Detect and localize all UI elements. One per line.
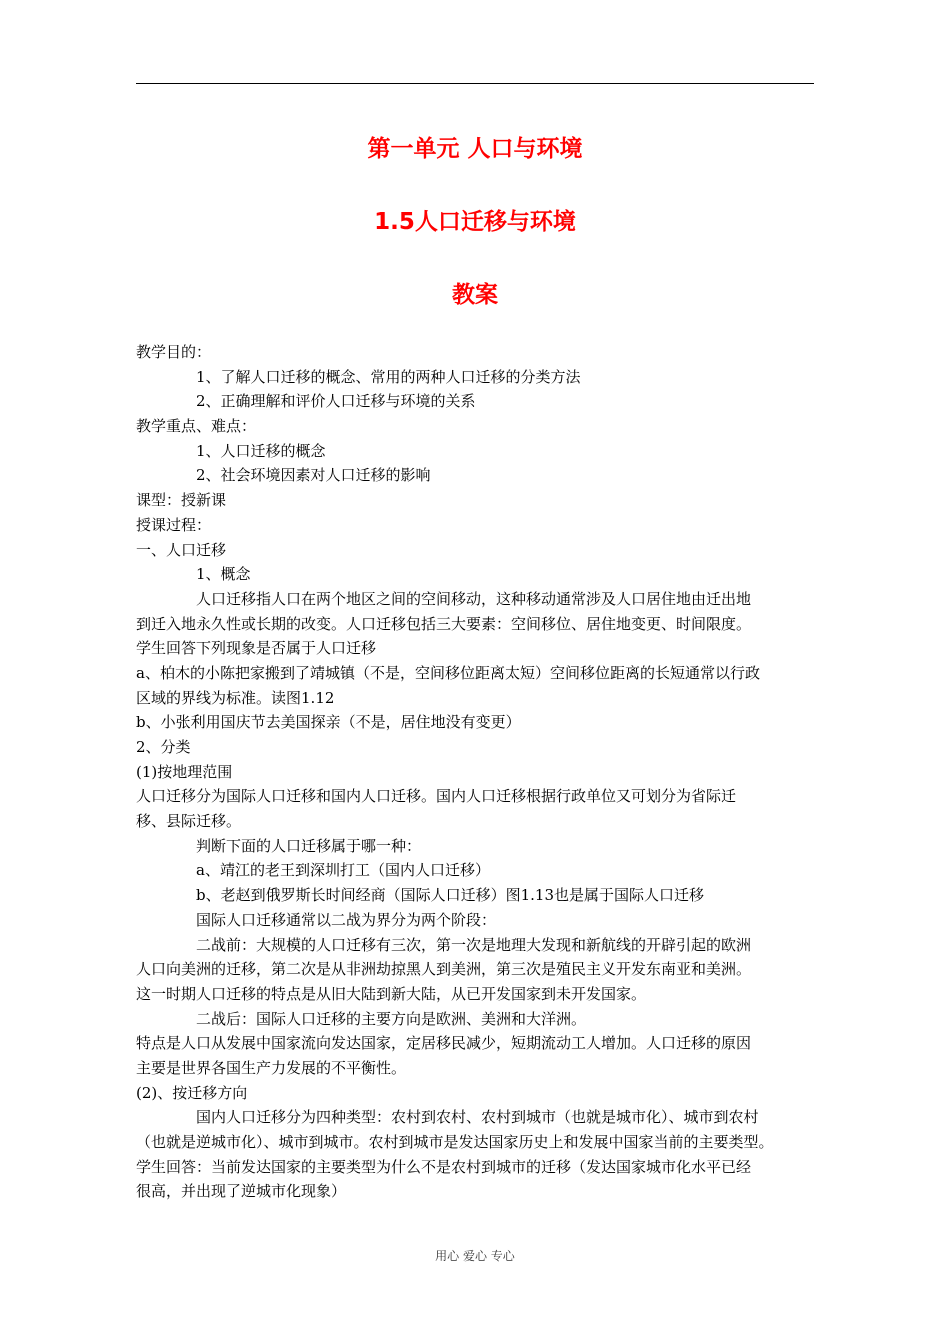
text-line: 国际人口迁移通常以二战为界分为两个阶段： bbox=[196, 910, 497, 929]
text-line: 2、分类 bbox=[136, 738, 191, 756]
text-line: 到迁入地永久性或长期的改变。人口迁移包括三大要素：空间移位、居住地变更、时间限度。 bbox=[136, 614, 752, 633]
doc-type-title: 教案 bbox=[452, 282, 498, 308]
page-footer: 用心 爱心 专心 bbox=[435, 1249, 515, 1263]
text-line: 判断下面的人口迁移属于哪一种： bbox=[196, 836, 422, 855]
text-line: b、老赵到俄罗斯长时间经商（国际人口迁移）图1.13也是属于国际人口迁移 bbox=[196, 886, 705, 905]
text-line: 人口迁移分为国际人口迁移和国内人口迁移。国内人口迁移根据行政单位又可划分为省际迁 bbox=[136, 787, 737, 806]
document-body bbox=[136, 340, 814, 1204]
text-line: 1、人口迁移的概念 bbox=[196, 441, 326, 460]
text-line: 二战前：大规模的人口迁移有三次，第一次是地理大发现和新航线的开辟引起的欧洲 bbox=[196, 935, 752, 954]
text-line: 人口向美洲的迁移，第二次是从非洲劫掠黑人到美洲，第三次是殖民主义开发东南亚和美洲。 bbox=[136, 960, 752, 979]
text-line: 主要是世界各国生产力发展的不平衡性。 bbox=[136, 1058, 407, 1077]
text-line: 国内人口迁移分为四种类型：农村到农村、农村到城市（也就是城市化）、城市到农村 bbox=[196, 1108, 759, 1127]
text-line: （也就是逆城市化）、城市到城市。农村到城市是发达国家历史上和发展中国家当前的主要类型。 bbox=[136, 1133, 774, 1151]
text-line: 很高，并出现了逆城市化现象） bbox=[136, 1182, 347, 1201]
unit-title: 第一单元 人口与环境 bbox=[367, 136, 583, 162]
text-line: 授课过程： bbox=[136, 515, 212, 534]
text-line: b、小张利用国庆节去美国探亲（不是，居住地没有变更） bbox=[136, 713, 521, 732]
lesson-title: 1.5人口迁移与环境 bbox=[374, 209, 576, 235]
text-line: 特点是人口从发展中国家流向发达国家，定居移民减少，短期流动工人增加。人口迁移的原因 bbox=[136, 1034, 752, 1053]
text-line: a、柏木的小陈把家搬到了靖城镇（不是，空间移位距离太短）空间移位距离的长短通常以行政 bbox=[136, 663, 760, 682]
text-line: 1、概念 bbox=[196, 565, 251, 584]
text-line: 教学目的： bbox=[136, 343, 212, 361]
text-line: 一、人口迁移 bbox=[136, 540, 227, 559]
text-line: 教学重点、难点： bbox=[136, 417, 257, 436]
text-line: 学生回答：当前发达国家的主要类型为什么不是农村到城市的迁移（发达国家城市化水平已经 bbox=[136, 1157, 752, 1176]
text-line: 二战后：国际人口迁移的主要方向是欧洲、美洲和大洋洲。 bbox=[196, 1009, 587, 1028]
text-line: 课型：授新课 bbox=[136, 491, 227, 510]
text-line: a、靖江的老王到深圳打工（国内人口迁移） bbox=[196, 861, 490, 880]
text-line: 2、社会环境因素对人口迁移的影响 bbox=[196, 466, 431, 485]
text-line: 这一时期人口迁移的特点是从旧大陆到新大陆，从已开发国家到未开发国家。 bbox=[136, 984, 647, 1003]
text-line: 移、县际迁移。 bbox=[136, 812, 242, 831]
text-line: 学生回答下列现象是否属于人口迁移 bbox=[136, 639, 377, 658]
text-line: 人口迁移指人口在两个地区之间的空间移动，这种移动通常涉及人口居住地由迁出地 bbox=[196, 589, 752, 608]
header-rule bbox=[136, 83, 814, 84]
text-line: (1)按地理范围 bbox=[136, 762, 233, 781]
text-line: 区域的界线为标准。读图1.12 bbox=[136, 688, 335, 707]
text-line: (2)、按迁移方向 bbox=[136, 1083, 248, 1102]
text-line: 1、了解人口迁移的概念、常用的两种人口迁移的分类方法 bbox=[196, 367, 581, 386]
text-line: 2、正确理解和评价人口迁移与环境的关系 bbox=[196, 392, 476, 411]
